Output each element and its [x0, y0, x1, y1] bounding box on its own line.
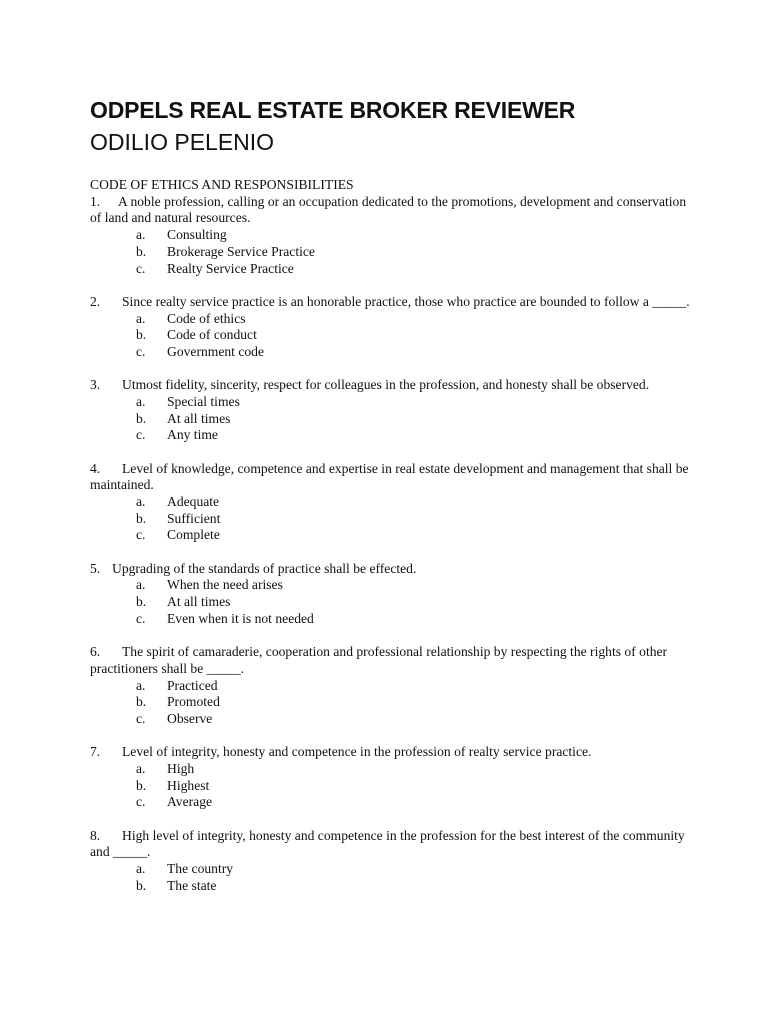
option-text: Adequate — [167, 494, 220, 510]
answer-option — [90, 511, 700, 528]
question-1 — [90, 194, 700, 278]
answer-option — [90, 327, 700, 344]
option-letter: c. — [136, 427, 146, 443]
answer-option — [90, 394, 700, 411]
answer-option — [90, 311, 700, 328]
option-text: Consulting — [167, 227, 227, 243]
question-text: Level of integrity, honesty and competence in the profession of realty service practice. — [122, 744, 592, 760]
document-author: ODILIO PELENIO — [90, 129, 275, 155]
option-letter: a. — [136, 393, 146, 409]
answer-option — [90, 261, 700, 278]
answer-options — [90, 311, 700, 361]
answer-options — [90, 227, 700, 277]
question-number: 5. — [90, 560, 101, 576]
question-8 — [90, 828, 700, 895]
option-letter: b. — [136, 243, 147, 259]
answer-option — [90, 878, 700, 895]
question-text: Upgrading of the standards of practice shall be effected. — [112, 560, 417, 576]
question-text: Since realty service practice is an honorable practice, those who practice are bounded to follow a _____. — [122, 293, 690, 309]
option-text: Any time — [167, 427, 218, 443]
option-text: Observe — [167, 710, 213, 726]
answer-option — [90, 427, 700, 444]
option-letter: b. — [136, 877, 147, 893]
answer-option — [90, 794, 700, 811]
document-page — [90, 96, 700, 911]
option-letter: a. — [136, 494, 146, 510]
option-text: Realty Service Practice — [167, 260, 294, 276]
option-text: Average — [167, 794, 213, 810]
answer-options — [90, 861, 700, 894]
answer-options — [90, 678, 700, 728]
option-letter: a. — [136, 677, 146, 693]
question-text: The spirit of camaraderie, cooperation and professional relationship by respecting the rights of other practitioners shall be _____. — [90, 644, 668, 676]
option-letter: a. — [136, 227, 146, 243]
option-letter: a. — [136, 310, 146, 326]
option-text: Complete — [167, 527, 220, 543]
question-number: 1. — [90, 193, 101, 209]
document-title: ODPELS REAL ESTATE BROKER REVIEWER — [90, 97, 576, 123]
option-text: Practiced — [167, 677, 218, 693]
option-text: At all times — [167, 410, 231, 426]
option-text: Promoted — [167, 694, 220, 710]
question-number: 8. — [90, 827, 101, 843]
option-letter: a. — [136, 861, 146, 877]
answer-option — [90, 244, 700, 261]
question-5 — [90, 561, 700, 628]
option-letter: c. — [136, 527, 146, 543]
question-3 — [90, 377, 700, 444]
section-heading: CODE OF ETHICS AND RESPONSIBILITIES — [90, 177, 354, 192]
option-letter: c. — [136, 794, 146, 810]
option-letter: c. — [136, 343, 146, 359]
option-text: Highest — [167, 777, 210, 793]
answer-option — [90, 678, 700, 695]
answer-option — [90, 227, 700, 244]
question-text: High level of integrity, honesty and competence in the profession for the best interest of the community and _____. — [90, 827, 685, 860]
option-letter: b. — [136, 594, 147, 610]
option-text: Government code — [167, 343, 265, 359]
option-letter: b. — [136, 410, 147, 426]
option-letter: b. — [136, 510, 147, 526]
question-text: A noble profession, calling or an occupation dedicated to the promotions, development and conservation of land and natural resources. — [90, 193, 687, 226]
option-text: Sufficient — [167, 510, 221, 526]
answer-option — [90, 494, 700, 511]
option-letter: c. — [136, 610, 146, 626]
option-letter: b. — [136, 777, 147, 793]
answer-options — [90, 577, 700, 627]
option-letter: c. — [136, 260, 146, 276]
answer-option — [90, 577, 700, 594]
question-2 — [90, 294, 700, 361]
answer-option — [90, 611, 700, 628]
answer-option — [90, 527, 700, 544]
option-text: When the need arises — [167, 577, 283, 593]
question-4 — [90, 461, 700, 545]
question-number: 6. — [90, 644, 101, 660]
option-text: High — [167, 760, 195, 776]
option-text: Even when it is not needed — [167, 610, 314, 626]
question-6 — [90, 644, 700, 728]
option-text: Brokerage Service Practice — [167, 243, 315, 259]
option-letter: b. — [136, 694, 147, 710]
option-letter: b. — [136, 327, 147, 343]
option-letter: c. — [136, 710, 146, 726]
question-number: 2. — [90, 293, 101, 309]
answer-option — [90, 694, 700, 711]
option-text: Code of conduct — [167, 327, 257, 343]
answer-option — [90, 594, 700, 611]
answer-option — [90, 711, 700, 728]
answer-option — [90, 778, 700, 795]
option-letter: a. — [136, 577, 146, 593]
option-text: Code of ethics — [167, 310, 246, 326]
question-number: 3. — [90, 377, 101, 393]
question-text: Utmost fidelity, sincerity, respect for colleagues in the profession, and honesty shall be observed. — [122, 377, 650, 393]
answer-options — [90, 761, 700, 811]
answer-option — [90, 344, 700, 361]
question-number: 4. — [90, 460, 101, 476]
option-text: Special times — [167, 393, 240, 409]
option-letter: a. — [136, 760, 146, 776]
option-text: The country — [167, 861, 234, 877]
option-text: The state — [167, 877, 217, 893]
answer-option — [90, 761, 700, 778]
answer-option — [90, 411, 700, 428]
question-number: 7. — [90, 744, 101, 760]
answer-option — [90, 861, 700, 878]
question-7 — [90, 744, 700, 811]
answer-options — [90, 394, 700, 444]
answer-options — [90, 494, 700, 544]
option-text: At all times — [167, 594, 231, 610]
question-text: Level of knowledge, competence and expertise in real estate development and management that shall be maintained. — [90, 460, 689, 493]
